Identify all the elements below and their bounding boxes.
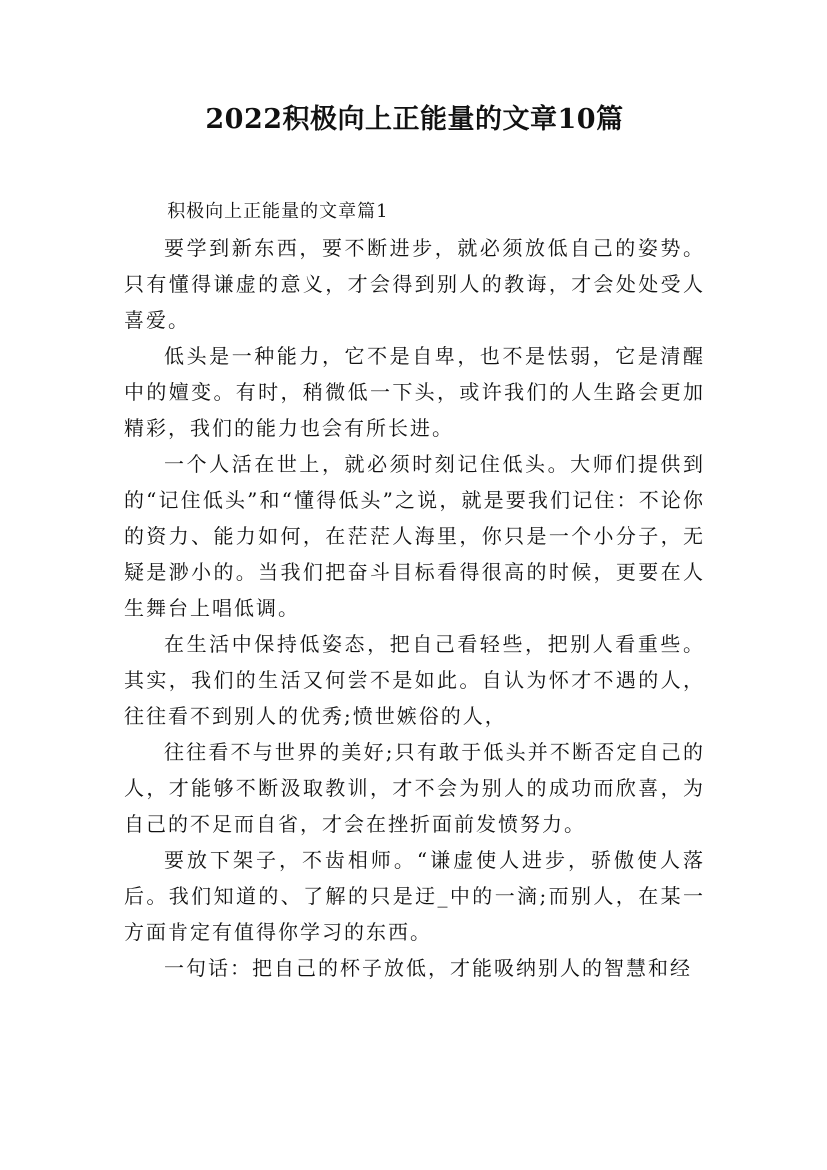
paragraph: 一个人活在世上，就必须时刻记住低头。大师们提供到的“记住低头”和“懂得低头”之说，就是要我们记住：不论你的资力、能力如何，在茫茫人海里，你只是一个小分子，无疑是渺小的。当我们把奋斗目标看得很高的时候，更要在人生舞台上唱低调。 xyxy=(124,452,705,620)
paragraph: 低头是一种能力，它不是自卑，也不是怯弱，它是清醒中的嬗变。有时，稍微低一下头，或许我们的人生路会更加精彩，我们的能力也会有所长进。 xyxy=(124,344,705,440)
paragraph: 要学到新东西，要不断进步，就必须放低自己的姿势。只有懂得谦虚的意义，才会得到别人的教诲，才会处处受人喜爱。 xyxy=(124,236,705,332)
document-title: 2022积极向上正能量的文章10篇 xyxy=(205,104,624,135)
paragraph: 往往看不与世界的美好;只有敢于低头并不断否定自己的人，才能够不断汲取教训，才不会为别人的成功而欣喜，为自己的不足而自省，才会在挫折面前发愤努力。 xyxy=(124,740,705,836)
paragraph: 一句话：把自己的杯子放低，才能吸纳别人的智慧和经 xyxy=(164,956,692,980)
paragraph: 要放下架子，不齿相师。“谦虚使人进步，骄傲使人落后。我们知道的、了解的只是迂_中的一滴;而别人，在某一方面肯定有值得你学习的东西。 xyxy=(124,848,705,944)
paragraph: 在生活中保持低姿态，把自己看轻些，把别人看重些。其实，我们的生活又何尝不是如此。自认为怀才不遇的人，往往看不到别人的优秀;愤世嫉俗的人， xyxy=(124,632,705,728)
document-body xyxy=(124,194,705,986)
section-heading: 积极向上正能量的文章篇1 xyxy=(167,201,389,222)
